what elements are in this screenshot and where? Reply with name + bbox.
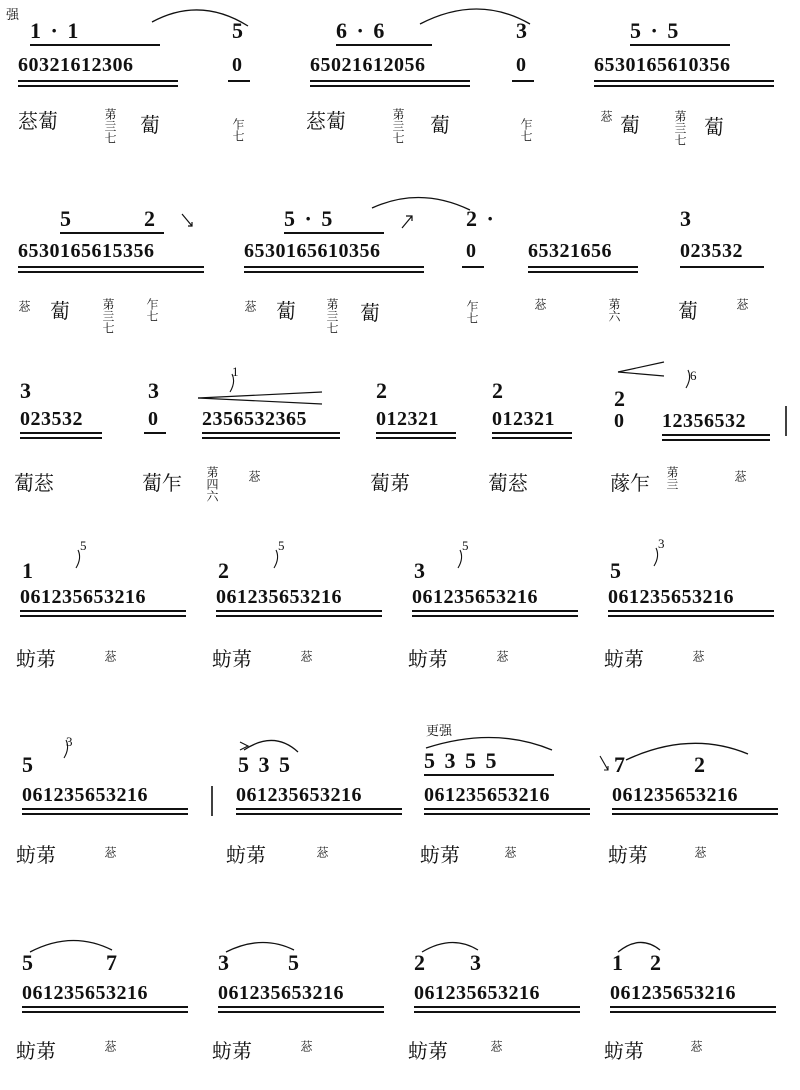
- tab-character: 䓗: [533, 298, 547, 310]
- number-group: 65021612056: [310, 54, 426, 76]
- melody-note: 5: [22, 752, 35, 777]
- tab-character: 䓗: [17, 300, 31, 312]
- melody-note: 3: [516, 18, 529, 43]
- number-group: 6530165610356: [594, 54, 731, 76]
- tab-character: 䓗: [103, 650, 117, 662]
- grace-note: 1: [232, 364, 239, 379]
- number-group: 012321: [492, 408, 555, 430]
- melody-note: 1 · 1: [30, 18, 81, 43]
- tab-character: 蔔: [620, 115, 640, 137]
- dynamic-mark-strong: 强: [6, 7, 20, 22]
- tab-character: 苐亖七: [673, 110, 687, 146]
- tab-character: 乍七: [519, 118, 533, 142]
- tab-character: 苐亖七: [103, 108, 117, 144]
- tab-character: 蚄苐: [16, 845, 56, 867]
- number-group: 60321612306: [18, 54, 134, 76]
- melody-note: 5 · 5: [630, 18, 681, 43]
- tab-character: 蚄苐: [16, 1041, 56, 1063]
- tab-character: 䓗: [103, 846, 117, 858]
- melody-note: 1: [22, 558, 35, 583]
- tab-character: 蚄苐: [604, 649, 644, 671]
- melody-note: 3: [414, 558, 427, 583]
- melody-note: 3: [470, 950, 483, 975]
- tab-character: 蚄苐: [212, 649, 252, 671]
- tab-character: 䓗: [735, 298, 749, 310]
- tab-character: 䓗: [299, 650, 313, 662]
- tab-character: 苐亖七: [391, 108, 405, 144]
- number-group: 12356532: [662, 410, 746, 432]
- number-group: 0: [614, 410, 625, 432]
- number-group: 65321656: [528, 240, 612, 262]
- tab-character: 苐六: [607, 298, 621, 322]
- tab-character: 苐亖: [665, 466, 679, 490]
- grace-note: 3: [658, 536, 665, 551]
- number-group: 0: [148, 408, 159, 430]
- tab-character: 䓗: [689, 1040, 703, 1052]
- tab-character: 苐亖七: [101, 298, 115, 334]
- tab-character: 䓗: [247, 470, 261, 482]
- number-group: 0: [466, 240, 477, 262]
- tab-character: 乍七: [465, 300, 479, 324]
- melody-note: 5 3 5 5: [424, 748, 499, 773]
- number-group: 061235653216: [236, 784, 362, 806]
- number-group: 0: [232, 54, 243, 76]
- melody-note: 2: [650, 950, 663, 975]
- grace-note: 3: [66, 734, 73, 749]
- number-group: 061235653216: [216, 586, 342, 608]
- tab-character: 蚄苐: [212, 1041, 252, 1063]
- melody-note: 2: [218, 558, 231, 583]
- melody-note: 1: [612, 950, 625, 975]
- tab-character: 䓗: [503, 846, 517, 858]
- grace-note: 5: [278, 538, 285, 553]
- melody-note: 5: [610, 558, 623, 583]
- number-group: 061235653216: [22, 982, 148, 1004]
- melody-note: 7: [614, 752, 627, 777]
- tab-character: 蔔: [678, 301, 698, 323]
- number-group: 061235653216: [412, 586, 538, 608]
- melody-note: 6 · 6: [336, 18, 387, 43]
- grace-note: 5: [462, 538, 469, 553]
- tab-character: 蚄苐: [16, 649, 56, 671]
- melody-note: 5 3 5: [238, 752, 292, 777]
- grace-note: 6: [690, 368, 697, 383]
- number-group: 061235653216: [608, 586, 734, 608]
- tab-character: 䔹乍: [610, 473, 650, 495]
- melody-note: 3: [148, 378, 161, 403]
- melody-note: 5: [22, 950, 35, 975]
- number-group: 012321: [376, 408, 439, 430]
- tab-character: 苐亖七: [325, 298, 339, 334]
- melody-note: 2: [414, 950, 427, 975]
- tab-character: 䓗: [315, 846, 329, 858]
- tab-character: 䓗: [693, 846, 707, 858]
- melody-note: 2: [694, 752, 707, 777]
- number-group: 061235653216: [218, 982, 344, 1004]
- tab-character: 蔔: [360, 303, 380, 325]
- number-group: 0: [516, 54, 527, 76]
- tab-character: 蚄苐: [408, 649, 448, 671]
- melody-note: 3: [680, 206, 693, 231]
- tab-character: 乍七: [231, 118, 245, 142]
- number-group: 061235653216: [414, 982, 540, 1004]
- tab-character: 䓗: [299, 1040, 313, 1052]
- tab-character: 蔔: [276, 301, 296, 323]
- tab-character: 蔔: [140, 115, 160, 137]
- tab-character: 蚄苐: [408, 1041, 448, 1063]
- melody-note: 2: [492, 378, 505, 403]
- tab-character: 䓗: [691, 650, 705, 662]
- tab-character: 䓗蔔: [306, 111, 346, 133]
- number-group: 061235653216: [22, 784, 148, 806]
- number-group: 6530165615356: [18, 240, 155, 262]
- tab-character: 䓗: [599, 110, 613, 122]
- number-group: 061235653216: [20, 586, 146, 608]
- tab-character: 蚄苐: [608, 845, 648, 867]
- tab-character: 蔔䓗: [14, 473, 54, 495]
- grace-note: 5: [80, 538, 87, 553]
- number-group: 2356532365: [202, 408, 307, 430]
- tab-character: 蔔: [50, 301, 70, 323]
- tab-character: 蔔乍: [142, 473, 182, 495]
- melody-note: 3: [20, 378, 33, 403]
- tab-character: 䓗蔔: [18, 111, 58, 133]
- melody-note: 2: [144, 206, 157, 231]
- melody-note: 2: [614, 386, 627, 411]
- tab-character: 䓗: [489, 1040, 503, 1052]
- tab-character: 蔔: [430, 115, 450, 137]
- melody-note: 2 ·: [466, 206, 496, 231]
- melody-note: 2: [376, 378, 389, 403]
- number-group: 023532: [20, 408, 83, 430]
- number-group: 061235653216: [610, 982, 736, 1004]
- tab-character: 苐四六: [205, 466, 219, 502]
- tab-character: 蔔䓗: [488, 473, 528, 495]
- tab-character: 䓗: [243, 300, 257, 312]
- tab-character: 蚄苐: [226, 845, 266, 867]
- melody-note: 5 · 5: [284, 206, 335, 231]
- number-group: 023532: [680, 240, 743, 262]
- dynamic-mark-stronger: 更强: [426, 723, 453, 738]
- number-group: 061235653216: [424, 784, 550, 806]
- tab-character: 蔔苐: [370, 473, 410, 495]
- tab-character: 䓗: [103, 1040, 117, 1052]
- tab-character: 蚄苐: [604, 1041, 644, 1063]
- tab-character: 蔔: [704, 117, 724, 139]
- number-group: 061235653216: [612, 784, 738, 806]
- melody-note: 7: [106, 950, 119, 975]
- tab-character: 乍七: [145, 298, 159, 322]
- melody-note: 5: [288, 950, 301, 975]
- melody-note: 5: [232, 18, 245, 43]
- melody-note: 5: [60, 206, 73, 231]
- tab-character: 蚄苐: [420, 845, 460, 867]
- melody-note: 3: [218, 950, 231, 975]
- tab-character: 䓗: [733, 470, 747, 482]
- tab-character: 䓗: [495, 650, 509, 662]
- number-group: 6530165610356: [244, 240, 381, 262]
